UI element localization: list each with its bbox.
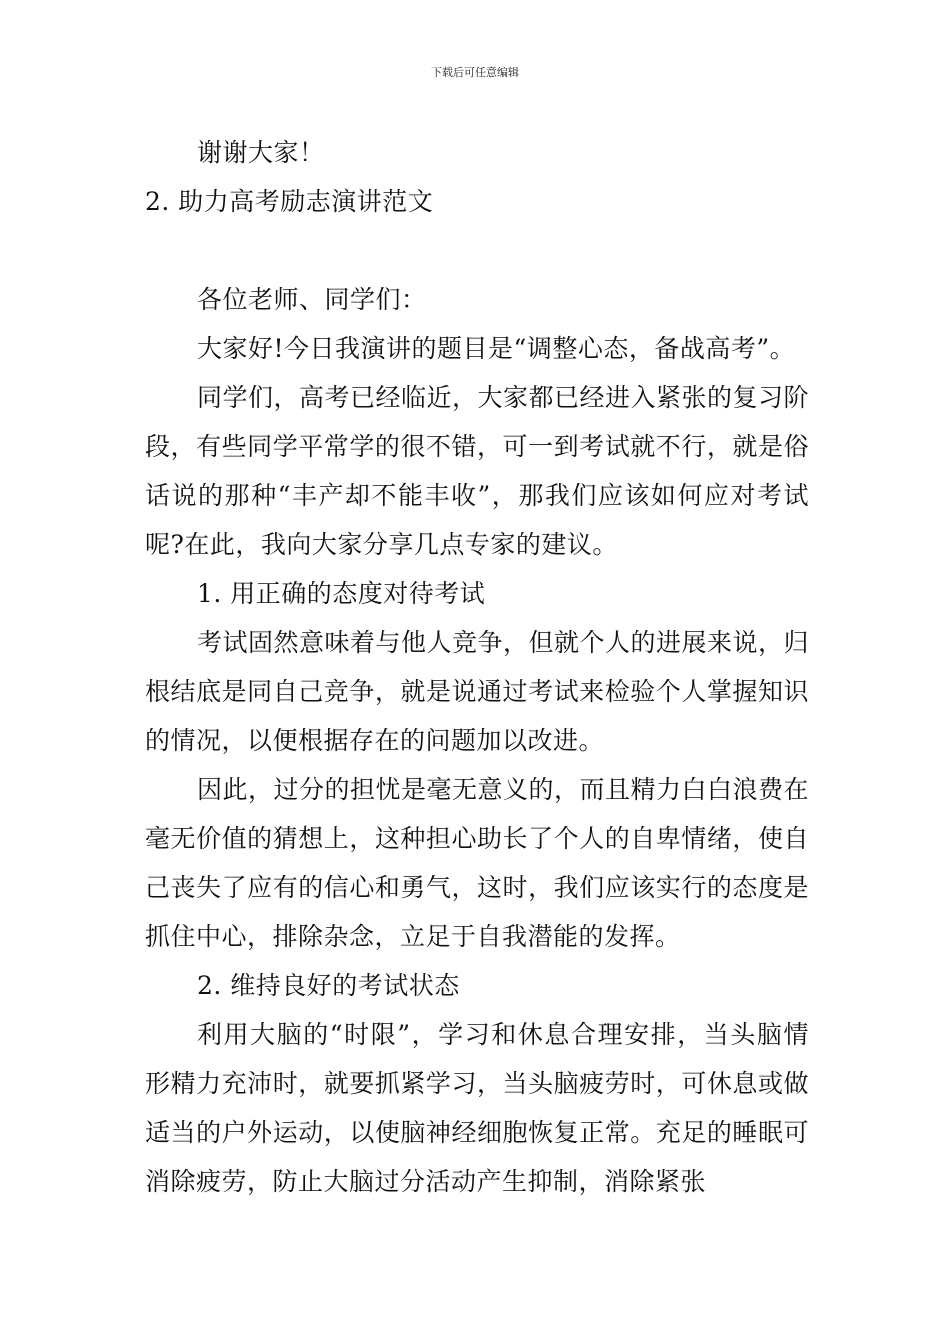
blank-line [145,226,809,275]
salutation: 各位老师、同学们： [197,285,427,314]
section-title: 2. 助力高考励志演讲范文 [145,187,434,216]
subheading-attitude: 1. 用正确的态度对待考试 [197,579,486,608]
attitude-paragraph: 考试固然意味着与他人竞争，但就个人的进展来说，归根结底是同自己竞争，就是说通过考试来检验个人掌握知识的情况，以便根据存在的问题加以改进。 [145,628,810,755]
intro-paragraph: 大家好!今日我演讲的题目是“调整心态，备战高考”。 [197,334,796,363]
context-paragraph: 同学们，高考已经临近，大家都已经进入紧张的复习阶段，有些同学平常学的很不错，可一到考试就不行，就是俗话说的那种“丰产却不能丰收”，那我们应该如何应对考试呢?在此，我向大家分享几点专家的建议。 [145,383,810,559]
document-body [145,128,809,1206]
anxiety-paragraph: 因此，过分的担忧是毫无意义的，而且精力白白浪费在毫无价值的猜想上，这种担心助长了个人的自卑情绪，使自己丧失了应有的信心和勇气，这时，我们应该实行的态度是抓住中心，排除杂念，立足于自我潜能的发挥。 [145,775,810,951]
closing-thanks: 谢谢大家！ [197,138,325,167]
state-paragraph: 利用大脑的“时限”，学习和休息合理安排，当头脑情形精力充沛时，就要抓紧学习，当头脑疲劳时，可休息或做适当的户外运动，以使脑神经细胞恢复正常。充足的睡眠可消除疲劳，防止大脑过分活动产生抑制，消除紧张 [145,1020,809,1196]
page-header: 下载后可任意编辑 [431,66,519,79]
subheading-state: 2. 维持良好的考试状态 [197,971,460,1000]
